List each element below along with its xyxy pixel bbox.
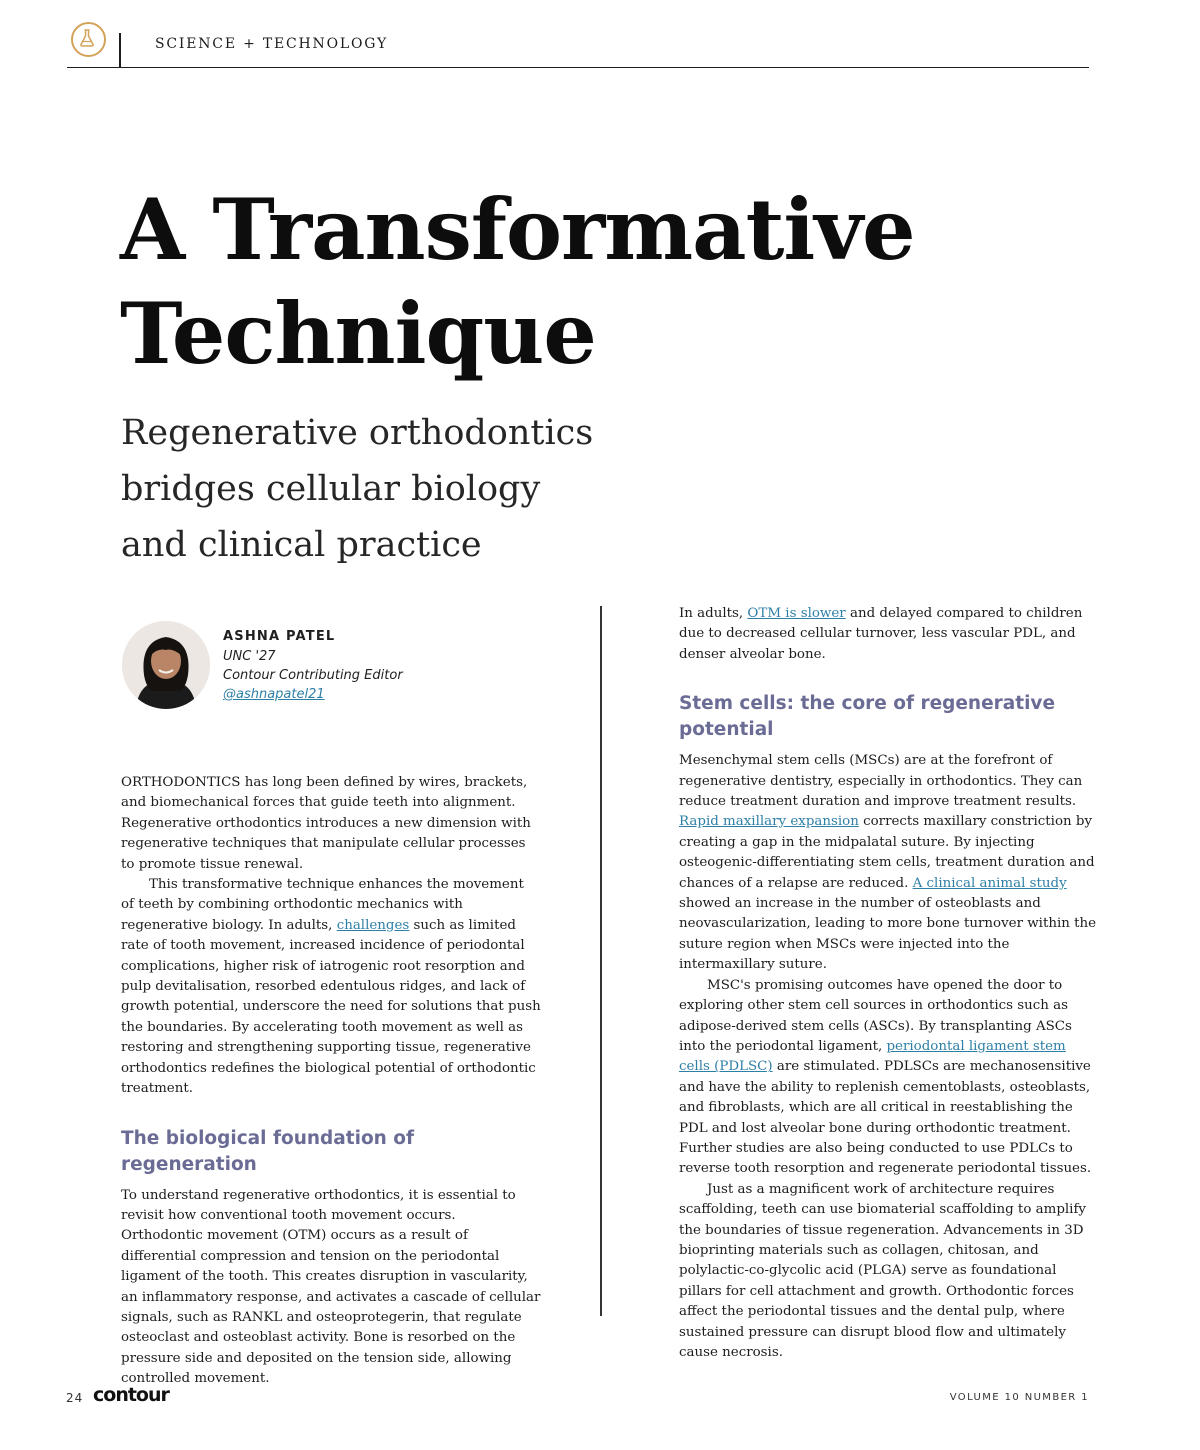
author-name: ASHNA PATEL <box>223 629 336 644</box>
body-paragraph <box>121 875 541 1099</box>
body-paragraph: To understand regenerative orthodontics, it is essential to revisit how conventional tooth movement occurs. Orthodontic movement (OTM) occurs as a result of differential compression and tension on the periodontal ligament of the tooth. This creates disruption in vascularity, an inflammatory response, and activates a cascade of cellular signals, such as RANKL and osteoprotegerin, that regulate osteoclast and osteoblast activity. Bone is resorbed on the pressure side and deposited on the tension side, allowing controlled movement. <box>121 1187 541 1387</box>
title-line: A Transformative <box>120 180 915 279</box>
body-text: MSC's promising outcomes have opened the door to exploring other stem cell sources in orthodontics such as adipose-derived stem cells (ASCs). By transplanting ASCs into the periodontal ligament, <box>679 977 1072 1054</box>
article-subtitle <box>121 405 681 573</box>
contour-logo: contour <box>93 1384 169 1406</box>
body-paragraph: Just as a magnificent work of architecture requires scaffolding, teeth can use biomaterial scaffolding to amplify the boundaries of tissue regeneration. Advancements in 3D bioprinting materials such as collagen, chitosan, and polylactic-co-glycolic acid (PLGA) serve as foundational pillars for cell attachment and growth. Orthodontic forces affect the periodontal tissues and the dental pulp, where sustained pressure can disrupt blood flow and ultimately cause necrosis. <box>679 1181 1086 1360</box>
subtitle-line: Regenerative orthodontics <box>121 413 594 453</box>
section-label: SCIENCE + TECHNOLOGY <box>155 36 389 52</box>
author-affiliation: UNC '27 <box>223 649 276 664</box>
body-paragraph: ORTHODONTICS has long been defined by wires, brackets, and biomechanical forces that guide teeth into alignment. Regenerative orthodontics introduces a new dimension with regenerative techniques that manipulate cellular processes to promote tissue renewal. <box>121 775 531 872</box>
challenges-link[interactable]: challenges <box>336 917 410 933</box>
author-avatar <box>122 621 210 709</box>
subtitle-line: and clinical practice <box>121 525 482 565</box>
body-text: showed an increase in the number of osteoblasts and neovascularization, leading to more bone turnover within the suture region when MSCs were injected into the intermaxillary suture. <box>679 896 1097 973</box>
body-text: are stimulated. PDLSCs are mechanosensitive and have the ability to replenish cementoblasts, osteoblasts, and fibroblasts, which are all critical in reestablishing the PDL and lost alveolar bone during orthodontic treatment. Further studies are also being conducted to use PDLCs to reverse tooth resorption and regenerate periodontal tissues. <box>679 1059 1092 1177</box>
body-text: such as limited rate of tooth movement, increased incidence of periodontal complications, higher risk of iatrogenic root resorption and pulp devitalisation, resorbed edentulous ridges, and lack of growth potential, underscore the need for solutions that push the boundaries. By accelerating tooth movement as well as restoring and strengthening supporting tissue, regenerative orthodontics redefines the biological potential of orthodontic treatment. <box>121 917 541 1097</box>
page-number: 24 <box>66 1391 84 1405</box>
body-paragraph <box>679 604 1099 665</box>
section-heading-foundation: The biological foundation of regeneration <box>121 1127 415 1175</box>
article-column-left <box>121 773 541 1390</box>
pdlsc-link[interactable]: periodontal ligament stem cells (PDLSC) <box>679 1038 1066 1075</box>
otm-slower-link[interactable]: OTM is slower <box>747 606 846 621</box>
section-heading-stem-cells: Stem cells: the core of regenerative potential <box>679 693 1056 741</box>
column-divider <box>600 606 602 1316</box>
author-byline <box>223 627 403 704</box>
author-handle-link[interactable]: @ashnapatel21 <box>223 687 325 702</box>
article-title <box>120 178 1020 386</box>
body-text: In adults, <box>679 606 748 621</box>
subtitle-line: bridges cellular biology <box>121 469 541 509</box>
body-paragraph <box>679 976 1099 1180</box>
article-column-right <box>679 604 1099 1363</box>
body-text: Mesenchymal stem cells (MSCs) are at the forefront of regenerative dentistry, especially in orthodontics. They can reduce treatment duration and improve treatment results. <box>679 753 1083 810</box>
flask-icon <box>71 22 106 57</box>
volume-label: VOLUME 10 NUMBER 1 <box>949 1392 1089 1403</box>
body-text: This transformative technique enhances the movement of teeth by combining orthodontic mechanics with regenerative biology. In adults, <box>121 877 524 933</box>
body-text: and delayed compared to children due to decreased cellular turnover, less vascular PDL, and denser alveolar bone. <box>679 606 1083 662</box>
rapid-maxillary-expansion-link[interactable]: Rapid maxillary expansion <box>679 814 859 830</box>
title-line: Technique <box>120 284 596 383</box>
header-divider <box>119 33 121 67</box>
clinical-animal-study-link[interactable]: A clinical animal study <box>912 875 1067 891</box>
body-paragraph <box>679 751 1099 975</box>
body-text: corrects maxillary constriction by creating a gap in the midpalatal suture. By injecting osteogenic-differentiating stem cells, treatment duration and chances of a relapse are reduced. <box>679 814 1095 891</box>
page-header <box>67 18 1089 68</box>
author-role: Contour Contributing Editor <box>223 668 403 683</box>
